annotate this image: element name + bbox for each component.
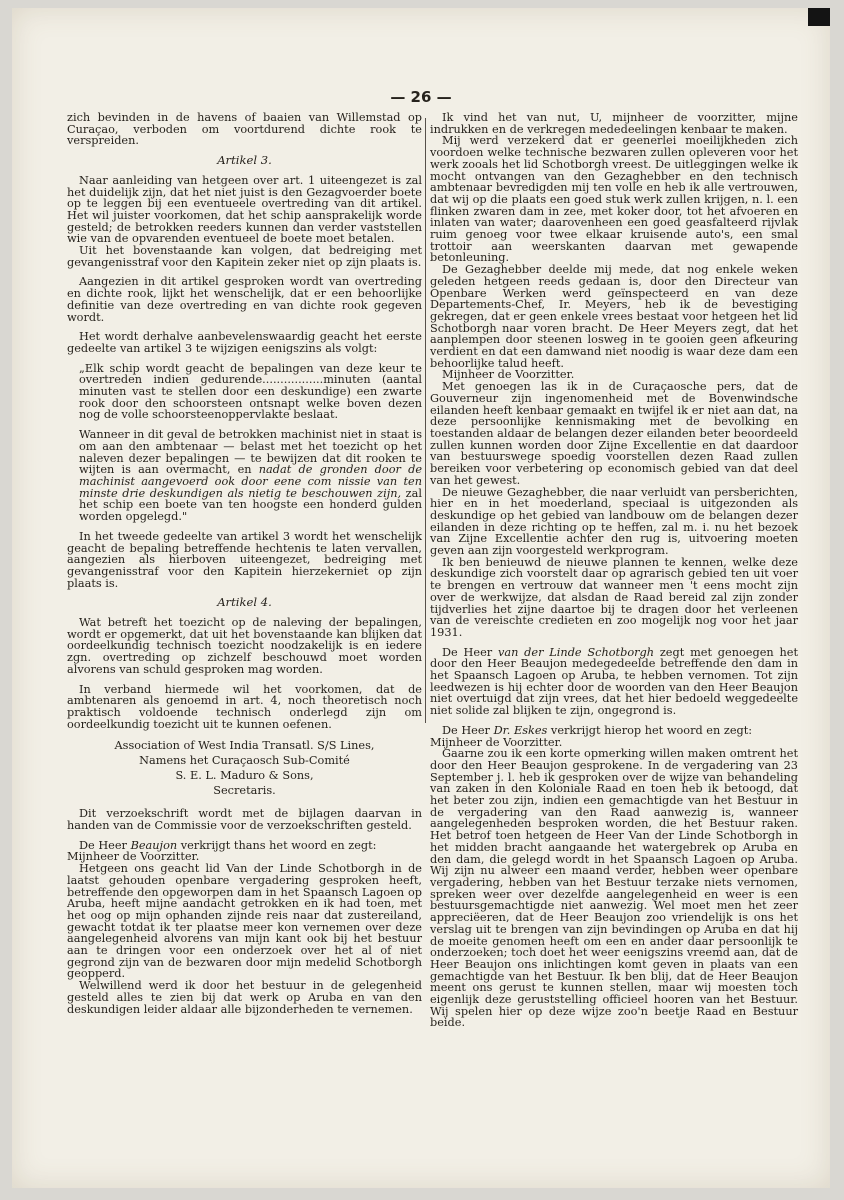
text: De Heer bbox=[442, 645, 498, 659]
heading-artikel-3: Artikel 3. bbox=[217, 153, 272, 168]
signature-line: Namens het Curaçaosch Sub-Comité bbox=[139, 754, 350, 768]
speaker-intro bbox=[430, 725, 798, 737]
text: verkrijgt thans het woord en zegt: bbox=[177, 838, 377, 852]
paragraph: Dit verzoekschrift wordt met de bijlagen daarvan in handen van de Commissie voor de verzoekschriften gesteld. bbox=[67, 807, 422, 833]
quote-text: Wanneer in dit geval de betrokken machinist niet in staat is om aan den ambtenaar — belast met het toezicht op het naleven dezer bepalingen — te bewijzen dat dit rooken te wijten is aan overmacht, en bbox=[79, 428, 422, 477]
paragraph: Met genoegen las ik in de Curaçaosche pers, dat de Gouverneur zijn ingenomenheid met de Bovenwindsche eilanden heeft kenbaar gemaakt en twijfel ik er niet aan dat, na deze persoonlijke kennismaking met de bevolking en toestanden aldaar de belangen dezer eilanden beter beoordeeld zullen kunnen worden door Zijne Excellentie en dat daardoor van bestuurswege spoedig voorstellen dezen Raad zullen bereiken voor verbetering op economisch gebied van dat deel van het gewest. bbox=[430, 380, 798, 487]
salutation: Mijnheer de Voorzitter. bbox=[442, 368, 575, 382]
signature-line: Association of West India Transatl. S/S Lines, bbox=[114, 739, 375, 753]
left-column bbox=[67, 112, 422, 1023]
document-page bbox=[12, 8, 830, 1188]
signature-block bbox=[67, 738, 422, 798]
paragraph: Naar aanleiding van hetgeen over art. 1 uiteengezet is zal het duidelijk zijn, dat het niet juist is den Gezagvoerder boete op te leggen bij een eventueele overtreding van dit artikel. Het wil juister voorkomen, dat het schip aansprakelijk worde gesteld; de betrokken reeders kunnen dan verder vaststellen wie van de opvarenden eventueel de boete moet betalen. bbox=[67, 173, 422, 246]
heading-artikel-4: Artikel 4. bbox=[217, 595, 272, 610]
text: verkrijgt hierop het woord en zegt: bbox=[547, 723, 753, 737]
text: De Heer bbox=[79, 838, 131, 852]
quote-italic-text: nadat de gronden door de machinist aangevoerd ook door eene com nissie van ten minste drie deskundigen als nietig te beschouwen zijn, bbox=[79, 463, 423, 500]
right-column bbox=[430, 112, 798, 1029]
speaker-name: Beaujon bbox=[130, 838, 178, 852]
paragraph: Uit het bovenstaande kan volgen, dat bedreiging met gevangenisstraf voor den Kapitein zeker niet op zijn plaats is. bbox=[67, 244, 422, 269]
quoted-text: „Elk schip wordt geacht de bepalingen van deze keur te overtreden indien gedurende.................minuten (aantal minuten vast te stellen door een deskundige) een zwarte rook door den schoorsteen ontsnapt welke boven dezen nog de volle schoorsteenoppervlakte beslaat. bbox=[79, 361, 422, 422]
paragraph: De Gezaghebber deelde mij mede, dat nog enkele weken geleden hetgeen reeds gedaan is, door den Directeur van Openbare Werken werd geïnspecteerd en van deze Departements-Chef, Ir. Meyers, heb ik de bevestiging gekregen, dat er geen enkele vrees bestaat voor hetgeen het lid Schotborgh naar voren bracht. De Heer Meyers zegt, dat het aanplempen door steenen losweg in te gooien geen afkeuring verdient en dat een damwand niet noodig is waar deze dam een behoorlijke talud heeft. bbox=[430, 263, 798, 370]
speaker-paragraph bbox=[430, 647, 798, 717]
text: De Heer bbox=[442, 723, 494, 737]
paragraph: zich bevinden in de havens of baaien van Willemstad op Curaçao, verboden om voortdurend dichte rook te verspreiden. bbox=[67, 111, 422, 148]
signature-line: S. E. L. Maduro & Sons, bbox=[175, 769, 314, 783]
paragraph: Welwillend werd ik door het bestuur in de gelegenheid gesteld alles te zien bij dat werk op Aruba en van den deskundigen leider aldaar alle bijzonderheden te vernemen. bbox=[67, 979, 422, 1016]
salutation: Mijnheer de Voorzitter. bbox=[67, 850, 200, 864]
text: zegt met genoegen het door den Heer Beaujon medegedeelde betreffende den dam in het Spaansch Lagoen op Aruba, te hebben vernomen. Tot zijn leedwezen is hij echter door de woorden van den Heer Beaujon niet overtuigd dat zijn vrees, dat het hier bedoeld weggedeelte niet solide zal blijken te zijn, ongegrond is. bbox=[430, 645, 798, 718]
paragraph: Aangezien in dit artikel gesproken wordt van overtreding en dichte rook, lijkt het wenschelijk, dat er een behoorlijke definitie van deze overtreding en van dichte rook gegeven wordt. bbox=[67, 275, 422, 324]
paragraph: In verband hiermede wil het voorkomen, dat de ambtenaren als genoemd in art. 4, noch theoretisch noch praktisch voldoende technisch onderlegd zijn om oordeelkundig toezicht uit te kunnen oefenen. bbox=[67, 682, 422, 731]
paragraph: De nieuwe Gezaghebber, die naar verluidt van persberichten, hier en in het moederland, speciaal is uitgezonden als deskundige op het gebied van landbouw om de belangen dezer eilanden in deze richting op te heffen, zal m. i. nu het bezoek van Zijne Excellentie achter den rug is, uitvoering moeten geven aan zijn voorgesteld werkprogram. bbox=[430, 485, 798, 558]
paragraph: Wat betreft het toezicht op de naleving der bepalingen, wordt er opgemerkt, dat uit het bovenstaande kan blijken dat oordeelkundig technisch toezicht noodzakelijk is en iedere zgn. overtreding op zichzelf beschouwd moet worden alvorens van schuld gesproken mag worden. bbox=[67, 616, 422, 676]
corner-tab bbox=[808, 8, 830, 26]
paragraph: Het wordt derhalve aanbevelenswaardig geacht het eerste gedeelte van artikel 3 te wijzigen eenigszins als volgt: bbox=[67, 330, 422, 355]
speaker-name: van der Linde Schotborgh bbox=[497, 645, 655, 659]
salutation: Mijnheer de Voorzitter. bbox=[430, 735, 563, 749]
paragraph: Mij werd verzekerd dat er geenerlei moeilijkheden zich voordoen welke technische bezwaren zullen opleveren voor het werk zooals het lid Schotborgh vreest. De uitleggingen welke ik mocht ontvangen van den Gezaghebber en den technisch ambtenaar bevredigden mij ten volle en heb ik alle vertrouwen, dat wij op die plaats een goed stuk werk zullen krijgen, n. l. een flinken zwaren dam in zee, met koker door, tot het afvoeren en inlaten van water; daarovenheen een goed geasfalteerd rijvlak ruim genoeg voor twee elkaar kruisende auto's, een smal trottoir aan weerskanten daarvan met gewapende betonleuning. bbox=[430, 134, 798, 265]
speaker-name: Dr. Eskes bbox=[493, 723, 548, 737]
column-divider bbox=[425, 118, 426, 723]
quoted-text bbox=[79, 429, 422, 523]
paragraph: Hetgeen ons geacht lid Van der Linde Schotborgh in de laatst gehouden openbare vergadering gesproken heeft, betreffende den opgeworpen dam in het Spaansch Lagoen op Aruba, heeft mijne aandacht getrokken en ik had toen, met het oog op mijn ophanden zijnde reis naar dat zustereiland, gewacht totdat ik ter plaatse meer kon vernemen over deze aangelegenheid alvorens van mijn kant ook bij het bestuur aan te dringen voor een onderzoek over het al of niet gegrond zijn van de bezwaren door mijn medelid Schotborgh geopperd. bbox=[67, 862, 422, 981]
paragraph: Gaarne zou ik een korte opmerking willen maken omtrent het door den Heer Beaujon gesprokene. In de vergadering van 23 September j. l. heb ik gesproken over de wijze van behandeling van zaken in den Koloniale Raad en toen heb ik betoogd, dat het beter zou zijn, indien een gemachtigde van het Bestuur in de vergadering van den Raad aanwezig is, wanneer aangelegenheden besproken worden, die het Bestuur raken. Het betrof toen hetgeen de Heer Van der Linde Schotborgh in het midden bracht aangaande het watergebrek op Aruba en den dam, die gelegd wordt in het Spaansch Lagoen op Aruba. Wij zijn nu alweer een maand verder, hebben weer openbare vergadering, hebben van het Bestuur terzake niets vernomen, spreken weer over dezelfde aangelegenheid en weer is een bestuursgemachtigde niet aanwezig. Wel moet men het zeer appreciëeren, dat de Heer Beaujon zoo vriendelijk is ons het verslag uit te brengen van zijn bevindingen op Aruba en dat hij de moeite genomen heeft om een en ander daar persoonlijk te onderzoeken; toch doet het weer eenigszins vreemd aan, dat de Heer Beaujon ons inlichtingen komt geven in plaats van een gemachtigde van het Bestuur. Ik ben blij, dat de Heer Beaujon meent ons gerust te kunnen stellen, maar wij moesten toch eigenlijk deze geruststelling officieel hooren van het Bestuur. Wij spelen hier op deze wijze zoo'n beetje Raad en Bestuur beide. bbox=[430, 747, 798, 1030]
quote-text: zal het schip een boete van ten hoogste een honderd gulden worden opgelegd." bbox=[79, 486, 422, 524]
paragraph: Ik vind het van nut, U, mijnheer de voorzitter, mijne indrukken en de verkregen mededeelingen kenbaar te maken. bbox=[430, 111, 798, 136]
page-number: — 26 — bbox=[390, 88, 452, 106]
paragraph: In het tweede gedeelte van artikel 3 wordt het wenschelijk geacht de bepaling betreffende hechtenis te laten vervallen, aangezien als hierboven uiteengezet, bedreiging met gevangenisstraf voor den Kapitein hierzekerniet op zijn plaats is. bbox=[67, 529, 422, 590]
signature-line: Secretaris. bbox=[213, 784, 276, 798]
paragraph: Ik ben benieuwd de nieuwe plannen te kennen, welke deze deskundige zich voorstelt daar op agrarisch gebied ten uit voer te brengen en vertrouw dat wanneer men 't eens mocht zijn over de werkwijze, dat alsdan de Raad bereid zal zijn zonder tijdverlies het zijne daartoe bij te dragen door het verleenen van de vereischte credieten en zoo mogelijk nog voor het jaar 1931. bbox=[430, 555, 798, 639]
